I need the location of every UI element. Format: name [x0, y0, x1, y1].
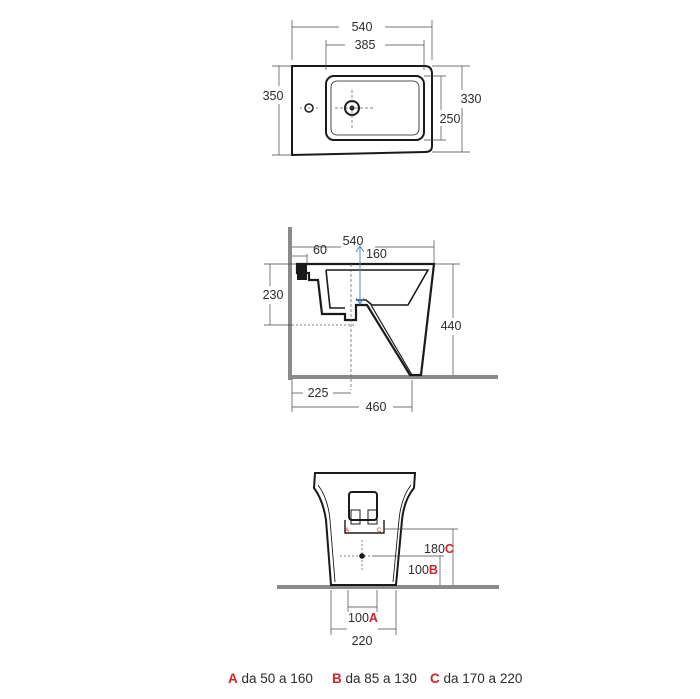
- front-view: [277, 473, 499, 648]
- dim-front-c-key: C: [444, 542, 454, 556]
- dim-side-water-level: 160: [366, 247, 387, 261]
- dim-side-outlet-height: 230: [262, 288, 284, 302]
- legend-item-a: [228, 671, 313, 686]
- side-view-leg: [371, 305, 412, 375]
- dim-side-length: 540: [342, 234, 364, 248]
- front-marker-c: C: [377, 528, 382, 534]
- dim-side-height: 440: [440, 319, 462, 333]
- dim-front-width: 220: [351, 634, 373, 648]
- legend-text-c: da 170 a 220: [443, 671, 523, 686]
- legend: [228, 671, 522, 686]
- dim-side-outlet-distance: 225: [307, 386, 329, 400]
- side-view-wall: [288, 227, 292, 380]
- dim-front-c-value: 180C: [424, 542, 454, 556]
- dim-top-inner-length: 385: [354, 38, 376, 52]
- dim-front-b-value: 100B: [408, 563, 438, 577]
- legend-item-c: [430, 671, 522, 686]
- dim-top-total-length: 540: [351, 20, 373, 34]
- legend-text-a: da 50 a 160: [241, 671, 313, 686]
- dim-side-base-length: 460: [365, 400, 387, 414]
- legend-key-c: C: [430, 671, 440, 686]
- legend-text-b: da 85 a 130: [345, 671, 417, 686]
- legend-key-b: B: [332, 671, 342, 686]
- dim-top-rim-depth: 330: [460, 92, 482, 106]
- front-view-drain: [359, 553, 365, 559]
- dim-front-b-key: B: [428, 563, 438, 577]
- dim-front-a-value: 100A: [348, 611, 378, 625]
- side-view-inner-wall: [326, 270, 345, 308]
- dim-front-a-key: A: [368, 611, 378, 625]
- side-view-body: [297, 264, 434, 375]
- side-view-tap-block: [297, 264, 307, 280]
- front-marker-a: A: [345, 528, 350, 534]
- side-view-floor: [288, 375, 498, 379]
- dim-top-total-depth: 350: [262, 89, 284, 103]
- top-view: [263, 20, 482, 155]
- side-view-bowl-inner: [326, 270, 428, 305]
- front-view-connection-box: [349, 492, 377, 520]
- dim-side-tap-offset: 60: [313, 243, 327, 257]
- legend-item-b: [332, 671, 417, 686]
- dim-top-bowl-depth: 250: [439, 112, 461, 126]
- side-view: [263, 227, 498, 414]
- legend-key-a: A: [228, 671, 238, 686]
